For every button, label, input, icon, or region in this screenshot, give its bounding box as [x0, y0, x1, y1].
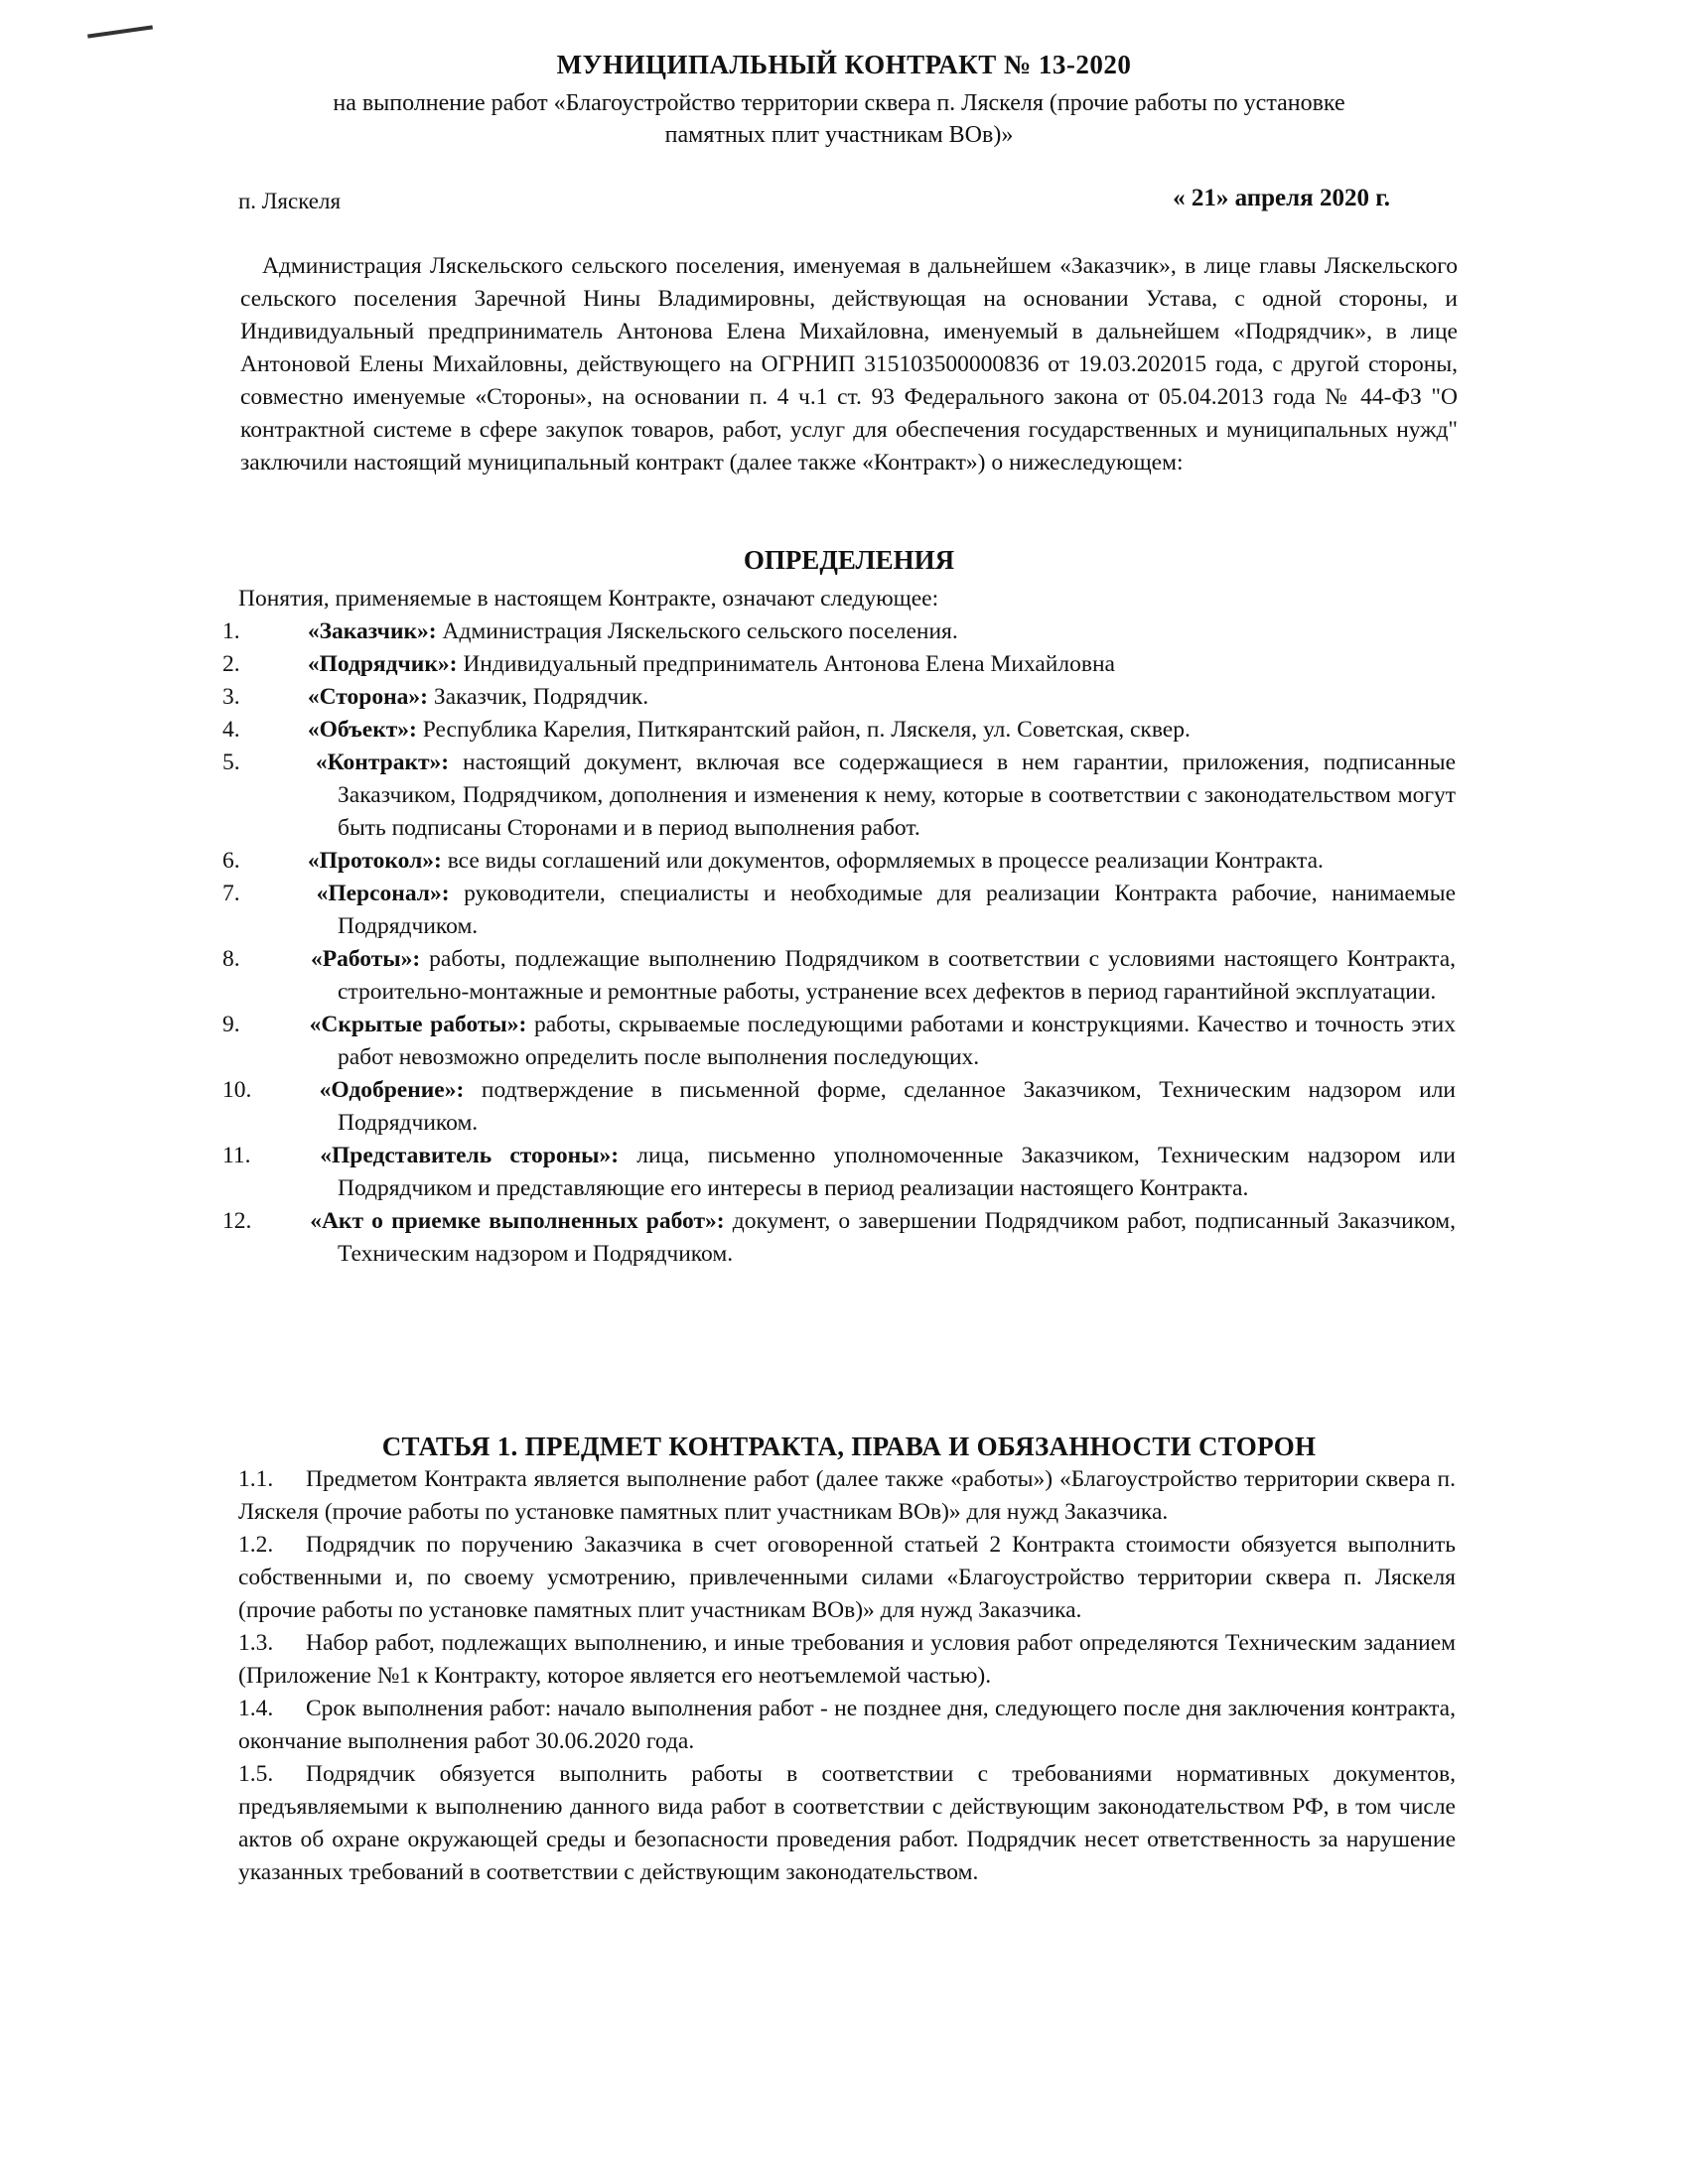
- definition-text: Республика Карелия, Питкярантский район, п. Ляскеля, ул. Советская, сквер.: [416, 717, 1191, 743]
- clause: [238, 1693, 1456, 1758]
- definition-number: 5.: [222, 750, 240, 775]
- clause-number: 1.4.: [238, 1696, 274, 1721]
- clause-text: Подрядчик обязуется выполнить работы в соответствии с требованиями нормативных документов, предъявляемыми к выполнению данного вида работ в соответствии с действующим законодательством РФ, в том числе актов об охране окружающей среды и безопасности проведения работ. Подрядчик несет ответственность за нарушение указанных требований в соответствии с действующим законодательством.: [238, 1761, 1456, 1885]
- definition-item: [222, 1074, 1457, 1140]
- clause-number: 1.5.: [238, 1761, 274, 1787]
- definition-item: [222, 681, 1456, 714]
- scan-mark: [87, 25, 153, 38]
- article-1-clauses: [238, 1463, 1456, 1889]
- contract-place: п. Ляскеля: [238, 189, 342, 213]
- definitions-heading: ОПРЕДЕЛЕНИЯ: [743, 545, 955, 575]
- definition-text: подтверждение в письменной форме, сделанное Заказчиком, Техническим надзором или Подрядчиком.: [338, 1077, 1457, 1136]
- definition-item: [222, 615, 1456, 648]
- document-title: МУНИЦИПАЛЬНЫЙ КОНТРАКТ № 13-2020: [556, 50, 1132, 79]
- definition-text: Администрация Ляскельского сельского поселения.: [436, 618, 958, 644]
- definition-term: «Персонал»:: [316, 881, 450, 906]
- definition-text: настоящий документ, включая все содержащиеся в нем гарантии, приложения, подписанные Заказчиком, Подрядчиком, дополнения и изменения к нему, которые в соответствии с законодательством могут быть подписаны Сторонами и в период выполнения работ.: [338, 750, 1457, 841]
- definition-item: [222, 1009, 1457, 1074]
- definition-term: «Сторона»:: [307, 684, 428, 710]
- definition-item: [222, 747, 1457, 845]
- definition-term: «Представитель стороны»:: [320, 1143, 620, 1168]
- definitions-list: [222, 615, 1457, 1271]
- clause-text: Предметом Контракта является выполнение работ (далее также «работы») «Благоустройство территории сквера п. Ляскеля (прочие работы по установке памятных плит участникам ВОв)» для нужд Заказчика.: [238, 1466, 1456, 1525]
- clause-text: Набор работ, подлежащих выполнению, и иные требования и условия работ определяются Техническим заданием (Приложение №1 к Контракту, которое является его неотъемлемой частью).: [238, 1630, 1456, 1689]
- definition-number: 3.: [222, 684, 240, 710]
- definition-item: [222, 845, 1456, 878]
- definition-number: 9.: [222, 1012, 240, 1037]
- definition-number: 7.: [222, 881, 240, 906]
- definition-term: «Заказчик»:: [307, 618, 437, 644]
- definition-term: «Контракт»:: [315, 750, 450, 775]
- preamble-paragraph: Администрация Ляскельского сельского поселения, именуемая в дальнейшем «Заказчик», в лице главы Ляскельского сельского поселения Заречной Нины Владимировны, действующая на основании Устава, с одной стороны, и Индивидуальный предприниматель Антонова Елена Михайловна, именуемый в дальнейшем «Подрядчик», в лице Антоновой Елены Михайловны, действующего на ОГРНИП 315103500000836 от 19.03.202015 года, с другой стороны, совместно именуемые «Стороны», на основании п. 4 ч.1 ст. 93 Федерального закона от 05.04.2013 года № 44-ФЗ "О контрактной системе в сфере закупок товаров, работ, услуг для обеспечения государственных и муниципальных нужд" заключили настоящий муниципальный контракт (далее также «Контракт») о нижеследующем:: [240, 253, 1458, 476]
- definition-item: [222, 878, 1457, 943]
- definition-number: 11.: [222, 1143, 251, 1168]
- clause-number: 1.2.: [238, 1532, 274, 1558]
- definition-text: Заказчик, Подрядчик.: [427, 684, 649, 710]
- definition-term: «Подрядчик»:: [307, 651, 458, 677]
- definition-text: работы, подлежащие выполнению Подрядчиком в соответствии с условиями настоящего Контракта, строительно-монтажные и ремонтные работы, устранение всех дефектов в период гарантийной эксплуатации.: [338, 946, 1456, 1005]
- definition-term: «Протокол»:: [307, 848, 442, 874]
- definition-item: [222, 1205, 1456, 1271]
- definition-number: 10.: [222, 1077, 252, 1103]
- clause-number: 1.3.: [238, 1630, 274, 1656]
- clause: [238, 1529, 1456, 1627]
- document-subtitle: на выполнение работ «Благоустройство территории сквера п. Ляскеля (прочие работы по установке памятных плит участникам ВОв)»: [333, 90, 1345, 148]
- definition-number: 8.: [222, 946, 240, 972]
- definitions-intro: Понятия, применяемые в настоящем Контракте, означают следующее:: [238, 586, 939, 612]
- definition-number: 6.: [222, 848, 240, 874]
- definition-text: Индивидуальный предприниматель Антонова Елена Михайловна: [457, 651, 1115, 677]
- definition-term: «Скрытые работы»:: [309, 1012, 527, 1037]
- definition-number: 1.: [222, 618, 240, 644]
- clause-number: 1.1.: [238, 1466, 274, 1492]
- clause: [238, 1463, 1456, 1529]
- definition-text: документ, о завершении Подрядчиком работ, подписанный Заказчиком, Техническим надзором и Подрядчиком.: [338, 1208, 1456, 1267]
- clause-text: Срок выполнения работ: начало выполнения работ - не позднее дня, следующего после дня заключения контракта, окончание выполнения работ 30.06.2020 года.: [238, 1696, 1456, 1754]
- definition-text: все виды соглашений или документов, оформляемых в процессе реализации Контракта.: [441, 848, 1324, 874]
- clause-text: Подрядчик по поручению Заказчика в счет оговоренной статьей 2 Контракта стоимости обязуется выполнить собственными и, по своему усмотрению, привлеченными силами «Благоустройство территории сквера п. Ляскеля (прочие работы по установке памятных плит участникам ВОв)» для нужд Заказчика.: [238, 1532, 1456, 1623]
- definition-text: лица, письменно уполномоченные Заказчиком, Техническим надзором или Подрядчиком и представляющие его интересы в период реализации настоящего Контракта.: [338, 1143, 1457, 1201]
- definition-term: «Работы»:: [310, 946, 421, 972]
- definition-item: [222, 648, 1456, 681]
- definition-term: «Одобрение»:: [319, 1077, 465, 1103]
- definition-item: [222, 1140, 1457, 1205]
- clause: [238, 1627, 1456, 1693]
- definition-number: 2.: [222, 651, 240, 677]
- definition-term: «Акт о приемке выполненных работ»:: [310, 1208, 725, 1234]
- clause: [238, 1758, 1456, 1889]
- definition-text: работы, скрываемые последующими работами и конструкциями. Качество и точность этих работ невозможно определить после выполнения последующих.: [338, 1012, 1457, 1070]
- article-1-heading: СТАТЬЯ 1. ПРЕДМЕТ КОНТРАКТА, ПРАВА И ОБЯЗАННОСТИ СТОРОН: [381, 1432, 1317, 1461]
- definition-item: [222, 943, 1456, 1009]
- definition-number: 4.: [222, 717, 240, 743]
- contract-date: « 21» апреля 2020 г.: [1173, 185, 1390, 211]
- definition-item: [222, 714, 1456, 747]
- definition-number: 12.: [222, 1208, 252, 1234]
- definition-term: «Объект»:: [307, 717, 417, 743]
- definition-text: руководители, специалисты и необходимые для реализации Контракта рабочие, нанимаемые Подрядчиком.: [338, 881, 1457, 939]
